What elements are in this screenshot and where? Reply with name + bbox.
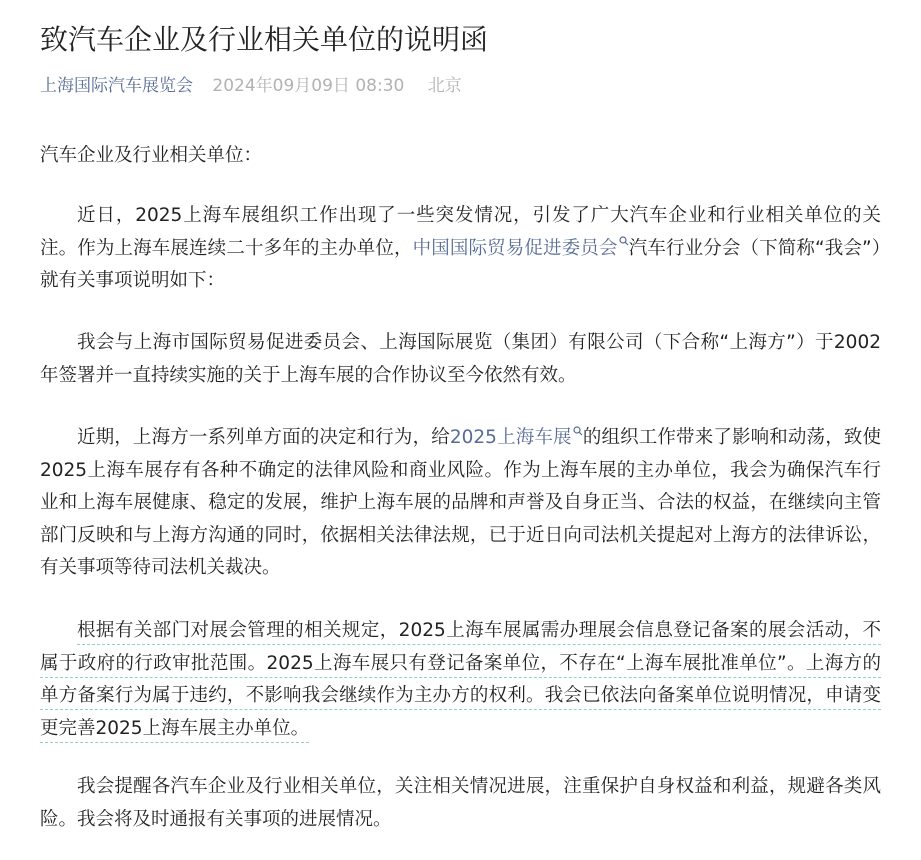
- paragraph-1-text-a: 近日，2025上海车展组织工作出现了一些突发情况，引发了广大汽车企业和行业相关单位的关注。作为上海车展连续二十多年的主办单位，: [40, 205, 881, 259]
- search-link-auto-show-label[interactable]: 2025上海车展: [449, 427, 572, 448]
- publish-location: 北京: [427, 76, 462, 96]
- paragraph-1-text-b: 汽车行业分会（下简称“我会”）就有关事项说明如下：: [40, 237, 881, 291]
- paragraph-5: 我会提醒各汽车企业及行业相关单位，关注相关情况进展，注重保护自身权益和利益，规避各类风险。我会将及时通报有关事项的进展情况。: [40, 776, 881, 830]
- paragraph-3: [40, 422, 881, 585]
- search-link-auto-show[interactable]: [450, 427, 583, 448]
- paragraph-3-text-a: 近期，上海方一系列单方面的决定和行为，给: [77, 427, 450, 448]
- search-link-ccpit[interactable]: [413, 238, 629, 259]
- paragraph-3-text-b: 的组织工作带来了影响和动荡，致使2025上海车展存有各种不确定的法律风险和商业风险。作为上海车展的主办单位，我会为确保汽车行业和上海车展健康、稳定的发展，维护上海车展的品牌和声誉及自身正当、合法的权益，在继续向主管部门反映和与上海方沟通的同时，依据相关法律法规，已于近日向司法机关提起对上海方的法律诉讼，有关事项等待司法机关裁决。: [40, 427, 881, 578]
- search-icon[interactable]: [573, 426, 583, 436]
- account-name-link[interactable]: 上海国际汽车展览会: [40, 76, 193, 96]
- paragraph-2: 我会与上海市国际贸易促进委员会、上海国际展览（集团）有限公司（下合称“上海方”）于2002年签署并一直持续实施的关于上海车展的合作协议至今依然有效。: [40, 332, 881, 386]
- article-meta: [40, 74, 462, 98]
- paragraph-4: [40, 615, 881, 745]
- publish-date: 2024年09月09日 08:30: [212, 76, 405, 96]
- paragraph-1: [40, 200, 881, 298]
- article-title: 致汽车企业及行业相关单位的说明函: [40, 23, 489, 56]
- paragraph-4-highlighted-text[interactable]: 根据有关部门对展会管理的相关规定，2025上海车展属需办理展会信息登记备案的展会活动，不属于政府的行政审批范围。2025上海车展只有登记备案单位，不存在“上海车展批准单位”。上海方的单方备案行为属于违约，不影响我会继续作为主办方的权利。我会已依法向备案单位说明情况，申请变更完善2025上海车展主办单位。: [40, 620, 881, 739]
- search-link-ccpit-label[interactable]: 中国国际贸易促进委员会: [412, 237, 618, 259]
- search-icon[interactable]: [619, 236, 629, 246]
- salutation: 汽车企业及行业相关单位：: [40, 145, 263, 166]
